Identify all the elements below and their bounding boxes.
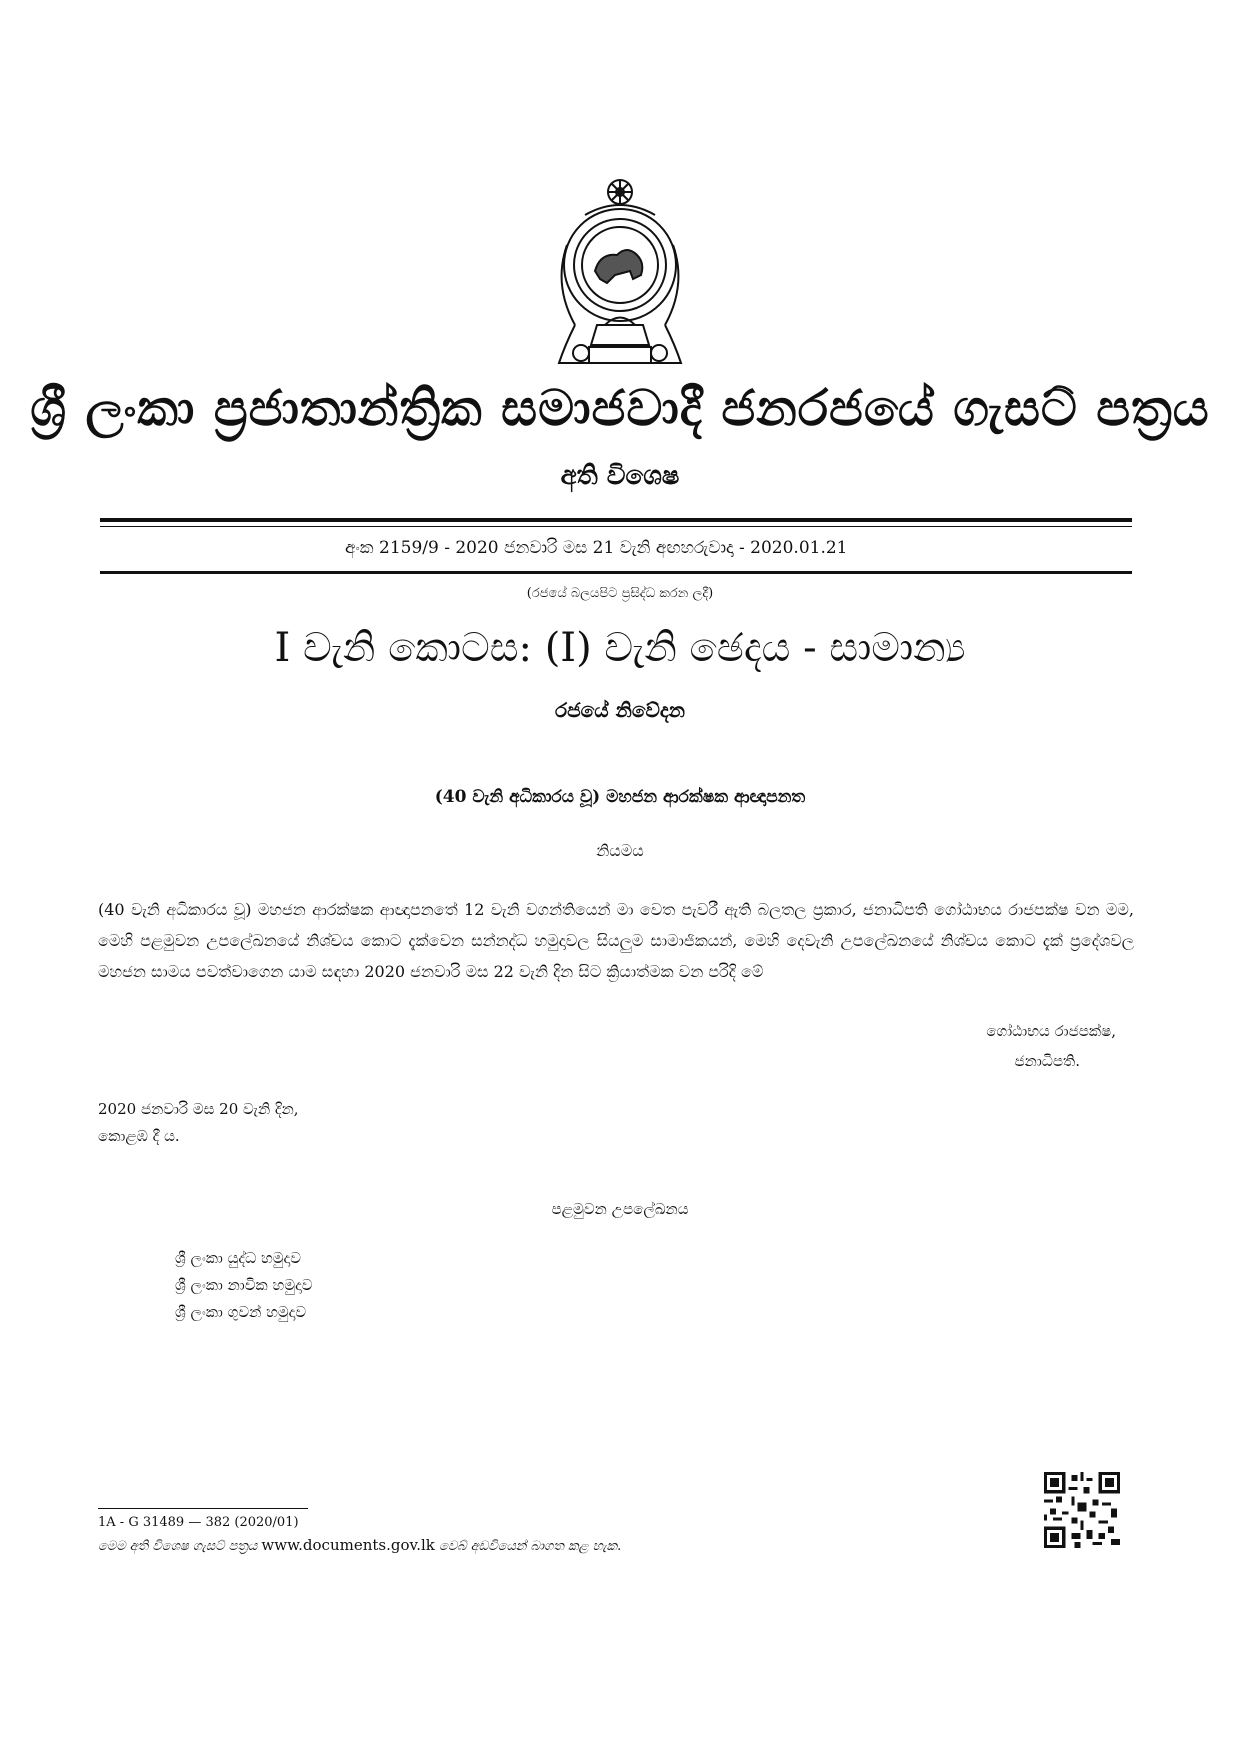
availability-note	[98, 1536, 621, 1554]
footer-rule	[98, 1508, 308, 1509]
extraordinary-label: අති විශෙෂ	[560, 461, 680, 491]
schedule-list	[175, 1245, 313, 1326]
availability-prefix: මෙම අති විශෙෂ ගැසට් පත්‍රය	[98, 1539, 258, 1554]
published-by-authority-note: (රජයේ බලයපිට ප්‍රසිද්ධ කරන ලදී)	[526, 586, 714, 601]
order-body-text: (40 වැනි අධිකාරය වූ) මහජන ආරක්ෂක ආඥාපනතේ 12 වැනි වගන්තියෙන් මා වෙත පැවරී ඇති බලතල ප්‍රකාර, ජනාධිපති ගෝඨාභය රාජපක්ෂ වන මම, මෙහි පළමුවන උපලේඛනයේ නිශ්චය කොට දැක්වෙන සන්නද්ධ හමුදාවල සියලුම සාමාජිකයන්, මෙහි දෙවැනි උපලේඛනයේ නිශ්චය කොට දැක් ප්‍රදේශවල මහජන සාමය පවත්වාගෙන යාම සඳහා 2020 ජනවාරි මස 22 වැනි දින සිට ක්‍රියාත්මක වන පරිදි මේ	[98, 900, 1134, 981]
act-heading: (40 වැනි අධිකාරය වූ) මහජන ආරක්ෂක ආඥාපනත	[434, 787, 806, 807]
header-rule-thick	[100, 518, 1132, 522]
list-item: ශ්‍රී ලංකා නාවික හමුදාව	[175, 1276, 313, 1294]
header-rule-bottom	[100, 571, 1132, 574]
order-heading: නියමය	[596, 841, 644, 860]
list-item: ශ්‍රී ලංකා ගුවන් හමුදාව	[175, 1303, 307, 1321]
place-line: කොළඹ දී ය.	[98, 1127, 180, 1145]
availability-suffix: වෙබ් අඩවියෙන් බාගත කළ හැක.	[438, 1539, 622, 1554]
signatory-title: ජනාධිපති.	[1014, 1052, 1080, 1070]
header-rule-thin	[100, 526, 1132, 527]
issue-line: අංක 2159/9 - 2020 ජනවාරි මස 21 වැනි අඟහරුවාදා - 2020.01.21	[345, 538, 848, 558]
part-title: I වැනි කොටස: (I) වැනි ඡෙදය - සාමාන්‍ය	[274, 625, 966, 671]
schedule-heading: පළමුවන උපලේඛනය	[551, 1200, 689, 1218]
gazette-title: ශ්‍රී ලංකා ප්‍රජාතාන්ත්‍රික සමාජවාදී ජනරජයේ ගැසට් පත්‍රය	[30, 378, 1210, 437]
section-subtitle: රජයේ නිවේදන	[555, 698, 685, 722]
website-link[interactable]: www.documents.gov.lk	[261, 1536, 435, 1554]
print-code: 1A - G 31489 — 382 (2020/01)	[98, 1515, 299, 1530]
date-line: 2020 ජනවාරි මස 20 වැනි දින,	[98, 1100, 299, 1118]
qr-code-icon	[1044, 1472, 1120, 1548]
signatory-name: ගෝඨාභය රාජපක්ෂ,	[986, 1022, 1116, 1040]
list-item: ශ්‍රී ලංකා යුද්ධ හමුදාව	[175, 1249, 301, 1267]
state-emblem-icon	[545, 175, 695, 375]
